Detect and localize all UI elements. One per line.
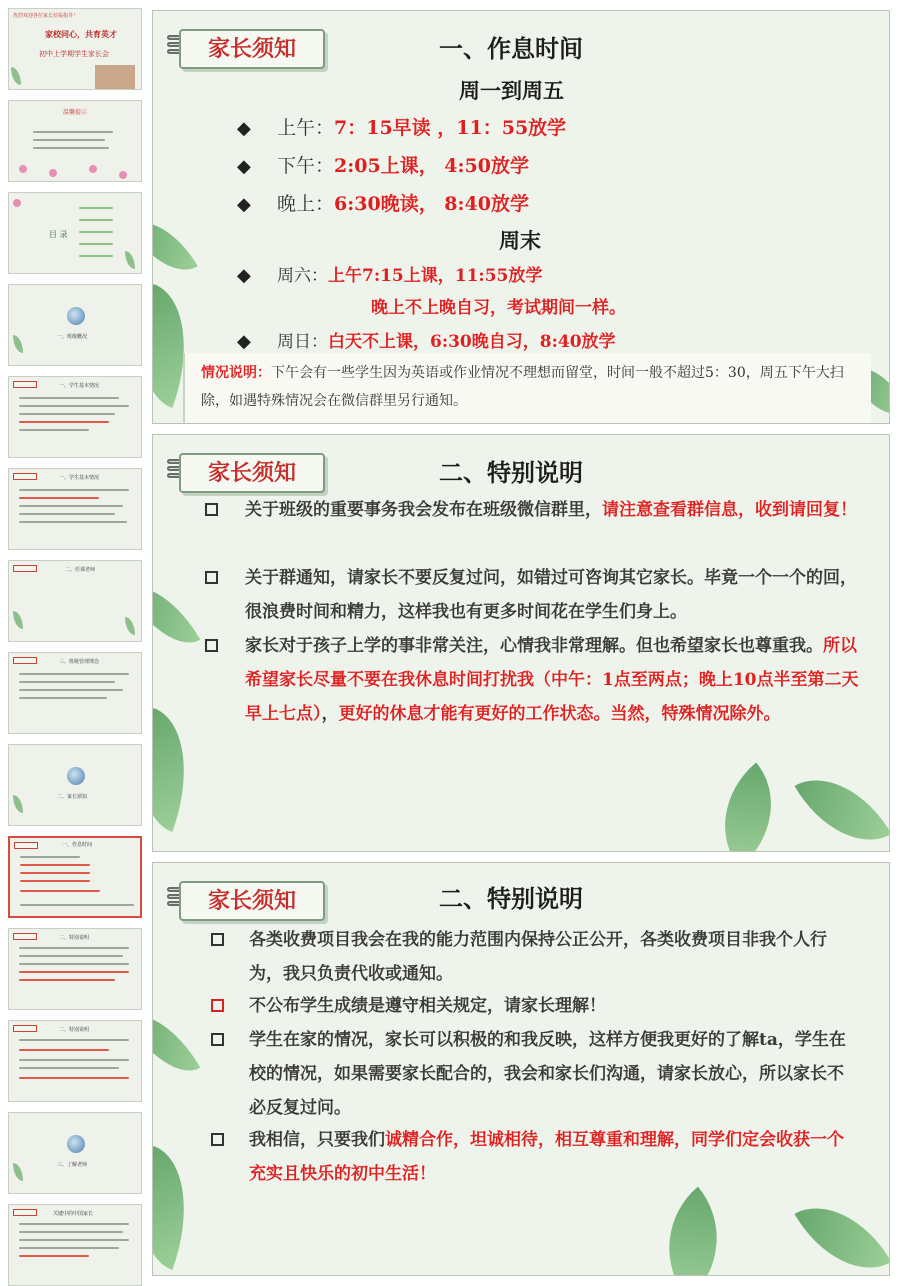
note-item-3 [245, 629, 867, 731]
slide-special-notes-1 [152, 434, 890, 852]
leaf-decoration [13, 611, 23, 629]
text-line [19, 1067, 119, 1069]
row-value: 2:05上课， 4:50放学 [334, 155, 529, 177]
leaf-decoration [695, 762, 801, 852]
slide-schedule [152, 10, 890, 424]
thumb-title: 一、学生基本情况 [59, 475, 100, 481]
flower-decoration [119, 171, 127, 179]
section-tag [13, 565, 37, 572]
text-line [19, 1239, 129, 1241]
thumb-title: 关键中的中国家长 [53, 1211, 94, 1217]
row-value: 白天不上课，6:30晚自习，8:40放学 [328, 332, 616, 352]
item-highlight: 所以希望家长尽量不要在我休息时间打扰我（中午：1点至两点；晚上10点半至第二天早上七点） [245, 636, 859, 724]
thumb-title: 二、特别说明 [59, 935, 90, 941]
section-tag [14, 842, 38, 849]
weekend-heading: 周末 [499, 228, 541, 253]
item-text: 家长对于孩子上学的事非常关注，心情我非常理解。但也希望家长也尊重我。 [245, 636, 823, 656]
text-line [19, 681, 115, 683]
text-line [33, 147, 109, 149]
flower-decoration [49, 169, 57, 177]
slide-thumbnail-10[interactable] [8, 836, 142, 918]
flower-decoration [13, 199, 21, 207]
text-line [19, 697, 107, 699]
globe-image [67, 1135, 85, 1153]
item-highlight: 诚精合作，坦诚相待，相互尊重和理解，同学们定会收获一个充实且快乐的初中生活！ [249, 1130, 844, 1184]
note-item-1: 各类收费项目我会在我的能力范围内保持公正公开，各类收费项目非我个人行为，我只负责代收或通知。 [249, 930, 827, 984]
diamond-bullet-icon: ◆ [237, 194, 251, 215]
leaf-decoration [637, 1187, 750, 1276]
diamond-bullet-icon: ◆ [237, 118, 251, 139]
highlight-line [20, 890, 100, 892]
row-value: 上午7:15上课，11:55放学 [328, 266, 543, 286]
checkbox-bullet-icon [205, 571, 218, 584]
highlight-line [19, 1255, 89, 1257]
slide-thumbnail-9[interactable] [8, 744, 142, 826]
note-item-2: 不公布学生成绩是遵守相关规定，请家长理解！ [249, 996, 606, 1016]
highlight-line [19, 1077, 129, 1079]
text-line [19, 963, 129, 965]
situation-note [183, 353, 871, 423]
slide-title: 一、作息时间 [439, 34, 583, 63]
leaf-decoration [11, 67, 21, 85]
leaf-decoration [125, 251, 135, 269]
highlight-line [19, 497, 99, 499]
text-line [19, 521, 127, 523]
slide-thumbnail-5[interactable] [8, 376, 142, 458]
globe-image [67, 307, 85, 325]
slide-thumbnail-6[interactable] [8, 468, 142, 550]
highlight-line [20, 880, 90, 882]
menu-line [79, 219, 113, 221]
schedule-row-evening [237, 189, 529, 216]
menu-line [79, 231, 113, 233]
text-line [19, 429, 89, 431]
section-tag [13, 1025, 37, 1032]
badge-label: 家长须知 [207, 460, 296, 486]
slide-thumbnail-13[interactable] [8, 1112, 142, 1194]
text-line [19, 489, 129, 491]
leaf-decoration [152, 206, 198, 287]
text-line [19, 505, 123, 507]
highlight-line [20, 872, 90, 874]
slide-thumbnail-11[interactable] [8, 928, 142, 1010]
thumb-top-note: 热烈欢迎各位家长莅临指导！ [13, 13, 79, 19]
diamond-bullet-icon: ◆ [237, 156, 251, 177]
checkbox-bullet-icon [211, 1133, 224, 1146]
slide-thumbnail-4[interactable] [8, 284, 142, 366]
text-line [19, 1223, 129, 1225]
text-line [19, 689, 123, 691]
text-line [19, 1247, 119, 1249]
item-highlight: 更好的休息才能有更好的工作状态。当然，特殊情况除外。 [338, 704, 781, 724]
note-text: 下午会有一些学生因为英语或作业情况不理想而留堂，时间一般不超过5：30，周五下午大扫除，如遇特殊情况会在微信群里另行通知。 [201, 365, 844, 409]
slide-title: 二、特别说明 [439, 458, 583, 487]
text-line [19, 673, 129, 675]
flower-decoration [89, 165, 97, 173]
thumb-title: 三、了解老师 [57, 1162, 88, 1168]
checkbox-bullet-icon [211, 999, 224, 1012]
menu-line [79, 255, 113, 257]
item-text: ， [321, 704, 339, 724]
thumb-title: 一、作息时间 [62, 842, 93, 848]
leaf-decoration [13, 795, 23, 813]
text-line [19, 1039, 129, 1041]
section-tag [13, 381, 37, 388]
text-line [19, 947, 129, 949]
row-label: 晚上： [277, 193, 335, 215]
thumb-title: 二、特别说明 [59, 1027, 90, 1033]
badge-label: 家长须知 [207, 36, 296, 62]
diamond-bullet-icon: ◆ [237, 331, 251, 352]
slide-title: 二、特别说明 [439, 884, 583, 913]
row-value: 7：15早读 ，11：55放学 [334, 117, 567, 139]
highlight-line [19, 1049, 109, 1051]
thumb-title: 一、班级概况 [57, 334, 88, 340]
leaf-decoration [795, 1184, 890, 1276]
note-item-1 [245, 493, 859, 527]
schedule-row-saturday [237, 261, 542, 286]
thumb-title: 温馨提示 [63, 109, 88, 116]
leaf-decoration [152, 570, 200, 659]
highlight-line [19, 979, 115, 981]
item-text: 我相信，只要我们 [249, 1130, 385, 1150]
thumb-title: 一、学生基本情况 [59, 383, 100, 389]
leaf-decoration [152, 998, 200, 1087]
section-tag [13, 933, 37, 940]
schedule-row-morning [237, 113, 566, 140]
text-line [19, 397, 119, 399]
row-label: 上午： [277, 117, 335, 139]
parent-notice-badge [167, 879, 335, 923]
text-line [19, 1059, 129, 1061]
checkbox-bullet-icon [211, 933, 224, 946]
section-tag [13, 1209, 37, 1216]
text-line [33, 131, 113, 133]
checkbox-bullet-icon [205, 639, 218, 652]
note-item-3: 学生在家的情况，家长可以积极的和我反映，这样方便我更好的了解ta，学生在校的情况，如果需要家长配合的，我会和家长们沟通，请家长放心，所以家长不必反复过问。 [249, 1030, 846, 1118]
slide-special-notes-2 [152, 862, 890, 1276]
saturday-evening-note: 晚上不上晚自习，考试期间一样。 [371, 298, 626, 318]
flower-decoration [19, 165, 27, 173]
text-line [19, 413, 115, 415]
row-value: 6:30晚读， 8:40放学 [334, 193, 529, 215]
note-item-4 [249, 1123, 849, 1191]
checkbox-bullet-icon [205, 503, 218, 516]
thumb-title: 二、家长须知 [57, 794, 88, 800]
slide-thumbnail-8[interactable] [8, 652, 142, 734]
row-label: 周六： [277, 266, 328, 286]
slide-thumbnail-14[interactable] [8, 1204, 142, 1286]
text-line [19, 955, 123, 957]
menu-line [79, 207, 113, 209]
section-tag [13, 657, 37, 664]
weekday-heading: 周一到周五 [459, 78, 564, 103]
slide-thumbnail-1[interactable] [8, 8, 142, 90]
text-line [19, 405, 129, 407]
thumb-title: 二、任课老师 [65, 567, 96, 573]
text-line [20, 904, 134, 906]
diamond-bullet-icon: ◆ [237, 265, 251, 286]
parent-notice-badge [167, 451, 335, 495]
thumb-title: 家校同心，共育英才 [45, 30, 117, 39]
text-line [20, 856, 80, 858]
schedule-row-sunday [237, 327, 616, 352]
row-label: 下午： [277, 155, 335, 177]
highlight-line [20, 864, 90, 866]
note-item-2: 关于群通知，请家长不要反复过问，如错过可咨询其它家长。毕竟一个一个的回，很浪费时间和精力，这样我也有更多时间花在学生们身上。 [245, 568, 857, 622]
leaf-decoration [13, 1163, 23, 1181]
leaf-decoration [125, 617, 135, 635]
text-line [33, 139, 105, 141]
section-tag [13, 473, 37, 480]
text-line [19, 513, 115, 515]
schedule-row-afternoon [237, 151, 529, 178]
slide-thumbnail-2[interactable] [8, 100, 142, 182]
slide-thumbnail-7[interactable] [8, 560, 142, 642]
globe-image [67, 767, 85, 785]
badge-label: 家长须知 [207, 888, 296, 914]
note-label: 情况说明： [201, 365, 271, 381]
thumb-title: 目 录 [49, 230, 68, 239]
item-highlight: 请注意查看群信息，收到请回复！ [602, 500, 857, 520]
text-line [19, 1231, 123, 1233]
checkbox-bullet-icon [211, 1033, 224, 1046]
leaf-decoration [152, 708, 210, 832]
thumb-title: 三、班级管理理念 [59, 659, 100, 665]
row-label: 周日： [277, 332, 328, 352]
building-image [95, 65, 135, 89]
leaf-decoration [795, 756, 890, 852]
leaf-decoration [13, 335, 23, 353]
menu-line [79, 243, 113, 245]
slide-thumbnail-3[interactable] [8, 192, 142, 274]
highlight-line [19, 421, 109, 423]
thumb-subtitle: 初中上学期学生家长会 [39, 50, 109, 58]
parent-notice-badge [167, 27, 335, 71]
leaf-decoration [152, 1146, 210, 1270]
item-text: 关于班级的重要事务我会发布在班级微信群里， [245, 500, 602, 520]
highlight-line [19, 971, 129, 973]
slide-thumbnail-12[interactable] [8, 1020, 142, 1102]
